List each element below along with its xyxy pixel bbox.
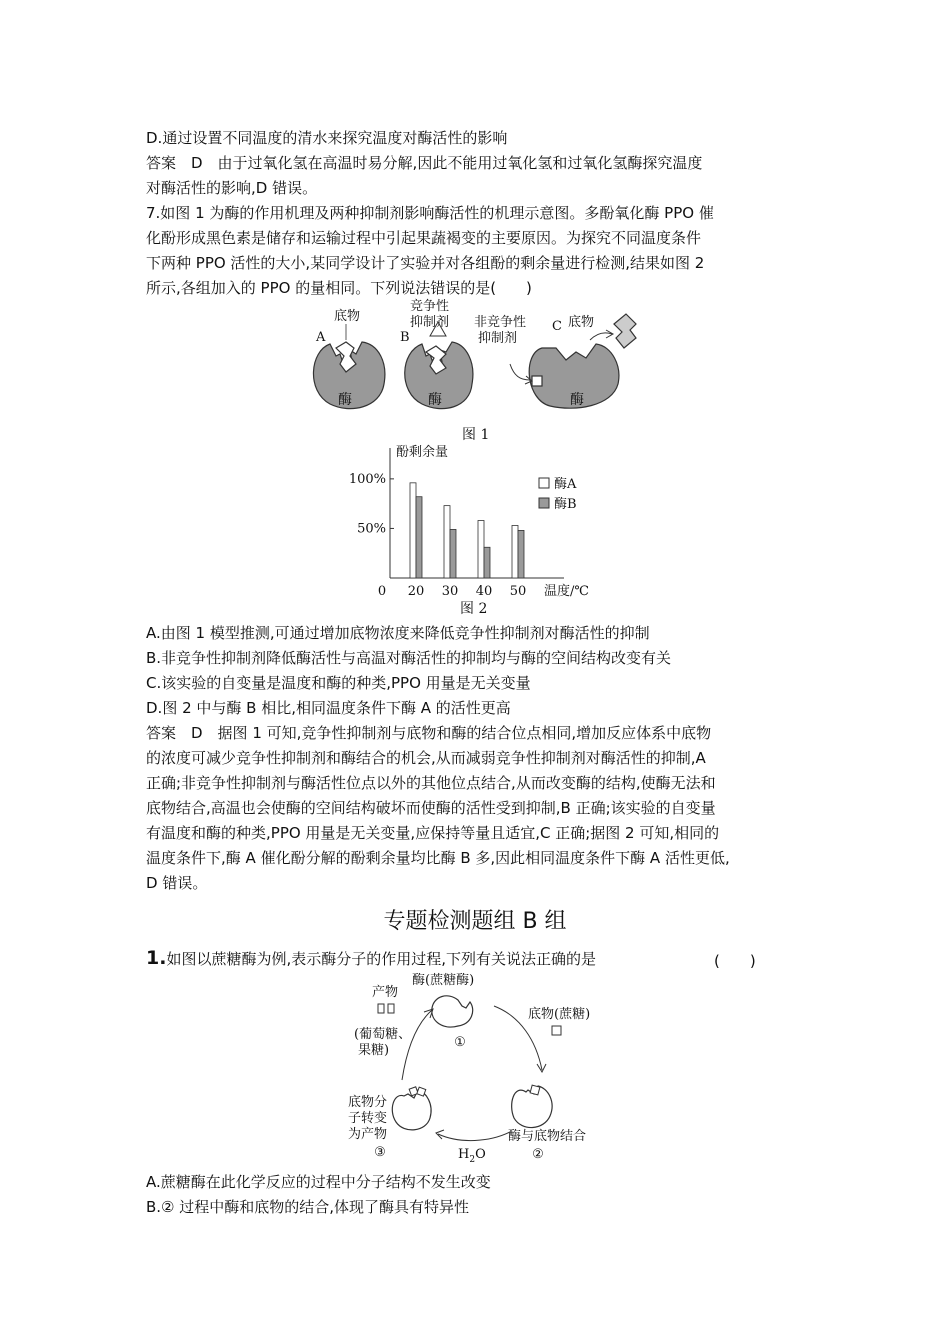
q1-product-label: 产物	[372, 985, 399, 1000]
q7-answer-line2: 的浓度可减少竞争性抑制剂和酶结合的机会,从而减弱竞争性抑制剂对酶活性的抑制,A	[146, 749, 706, 767]
figure-2-caption: 图 2	[460, 601, 488, 617]
figure-1-enzyme-mechanism	[300, 296, 650, 416]
fig1-noncompetitive-1: 非竞争性	[474, 315, 527, 330]
q1-step3: ③	[374, 1145, 386, 1160]
q7-answer-line3: 正确;非竞争性抑制剂与酶活性位点以外的其他位点结合,从而改变酶的结构,使酶无法和	[146, 774, 716, 792]
q7-stem-line2: 化酚形成黑色素是储存和运输过程中引起果蔬褐变的主要原因。为探究不同温度条件	[146, 229, 702, 247]
chart-ytick-label: 50%	[357, 521, 386, 537]
q7-stem-line3: 下两种 PPO 活性的大小,某同学设计了实验并对各组酚的剩余量进行检测,结果如图 2	[146, 254, 705, 272]
q7-option-a: A.由图 1 模型推测,可通过增加底物浓度来降低竞争性抑制剂对酶活性的抑制	[146, 624, 650, 642]
q7-stem-line4: 所示,各组加入的 PPO 的量相同。下列说法错误的是( )	[146, 279, 532, 297]
legend-label-enzyme-a: 酶A	[554, 477, 577, 492]
q1-step3-line1: 底物分	[348, 1095, 388, 1110]
q1-step3-line2: 子转变	[348, 1111, 388, 1126]
q7-answer-line7: D 错误。	[146, 874, 208, 892]
chart-origin-label: 0	[377, 584, 387, 599]
q1-step2-label: 酶与底物结合	[508, 1129, 587, 1144]
fig1-label-c: C	[552, 319, 562, 334]
answer-prev-line1: 答案 D 由于过氧化氢在高温时易分解,因此不能用过氧化氢和过氧化氢酶探究温度	[146, 154, 703, 172]
q7-answer-line1: 答案 D 据图 1 可知,竞争性抑制剂与底物和酶的结合位点相同,增加反应体系中底物	[146, 724, 712, 742]
q1-number: 1.	[146, 947, 167, 969]
chart-xtick-label: 50	[509, 584, 527, 599]
chart-bar-enzyme-a-30	[444, 506, 450, 578]
fig1-competitive-1: 竞争性	[410, 299, 450, 314]
q1-stem-text: 如图以蔗糖酶为例,表示酶分子的作用过程,下列有关说法正确的是	[166, 950, 596, 968]
substrate-c-shape	[614, 314, 636, 348]
q1-step1: ①	[454, 1035, 466, 1050]
chart-bar-enzyme-b-30	[450, 529, 456, 578]
q1-enzyme-label: 酶(蔗糖酶)	[412, 973, 475, 988]
chart-xtick-label: 30	[441, 584, 459, 599]
answer-prev-line2: 对酶活性的影响,D 错误。	[146, 179, 318, 197]
section-title: 专题检测题组 B 组	[383, 909, 567, 934]
q1-step3-line3: 为产物	[348, 1127, 388, 1142]
q7-answer-line5: 有温度和酶的种类,PPO 用量是无关变量,应保持等量且适宜,C 正确;据图 2 可知,相同的	[146, 824, 720, 842]
chart-bar-enzyme-a-40	[478, 521, 484, 578]
chart-ytick-label: 100%	[348, 471, 386, 487]
noncompetitive-inhibitor-shape	[532, 376, 542, 386]
chart-ylabel: 酚剩余量	[396, 445, 449, 460]
q7-option-d: D.图 2 中与酶 B 相比,相同温度条件下酶 A 的活性更高	[146, 699, 511, 717]
q1-option-a: A.蔗糖酶在此化学反应的过程中分子结构不发生改变	[146, 1173, 491, 1191]
legend-swatch-enzyme-a	[539, 478, 549, 488]
fig1-substrate-c: 底物	[568, 315, 595, 330]
q1-water: $H_2O$	[458, 1147, 486, 1165]
fig1-competitive-2: 抑制剂	[410, 315, 450, 330]
chart-bar-enzyme-a-50	[512, 525, 518, 578]
enzyme-1-shape	[432, 996, 473, 1027]
chart-bar-enzyme-a-20	[410, 483, 416, 578]
legend-label-enzyme-b: 酶B	[554, 497, 577, 512]
q1-enzyme-cycle-diagram	[330, 966, 630, 1166]
chart-bar-enzyme-b-40	[484, 547, 490, 578]
q7-stem-line1: 7.如图 1 为酶的作用机理及两种抑制剂影响酶活性的机理示意图。多酚氧化酶 PPO 催	[146, 204, 714, 222]
fig1-substrate-a: 底物	[334, 309, 361, 324]
q7-answer-line4: 底物结合,高温也会使酶的空间结构破坏而使酶的活性受到抑制,B 正确;该实验的自变量	[146, 799, 716, 817]
q1-step2: ②	[532, 1147, 544, 1162]
legend-swatch-enzyme-b	[539, 498, 549, 508]
fig1-enzyme-c: 酶	[570, 392, 584, 408]
q1-option-b: B.② 过程中酶和底物的结合,体现了酶具有特异性	[146, 1198, 470, 1216]
fig1-noncompetitive-2: 抑制剂	[478, 331, 518, 346]
q1-answer-paren: ( )	[714, 952, 756, 970]
chart-bar-enzyme-b-20	[416, 497, 422, 578]
chart-bar-enzyme-b-50	[518, 530, 524, 578]
chart-xtick-label: 40	[475, 584, 493, 599]
chart-xtick-label: 20	[407, 584, 425, 599]
q1-product-sub2: 果糖)	[358, 1043, 390, 1058]
q1-product-sub1: (葡萄糖、	[354, 1027, 412, 1042]
fig1-enzyme-a: 酶	[338, 392, 352, 408]
figure-1-caption: 图 1	[462, 427, 490, 443]
substrate-square	[552, 1026, 561, 1035]
figure-2-bar-chart	[348, 442, 604, 602]
fig1-label-b: B	[400, 330, 410, 345]
q7-answer-line6: 温度条件下,酶 A 催化酚分解的酚剩余量均比酶 B 多,因此相同温度条件下酶 A 活性更低,	[146, 849, 730, 867]
q1-substrate-label: 底物(蔗糖)	[528, 1007, 591, 1022]
q7-option-c: C.该实验的自变量是温度和酶的种类,PPO 用量是无关变量	[146, 674, 531, 692]
fig1-enzyme-b: 酶	[428, 392, 442, 408]
option-d-prev: D.通过设置不同温度的清水来探究温度对酶活性的影响	[146, 129, 508, 147]
q7-option-b: B.非竞争性抑制剂降低酶活性与高温对酶活性的抑制均与酶的空间结构改变有关	[146, 649, 672, 667]
fig1-label-a: A	[316, 330, 326, 345]
chart-xlabel: 温度/℃	[544, 584, 589, 599]
